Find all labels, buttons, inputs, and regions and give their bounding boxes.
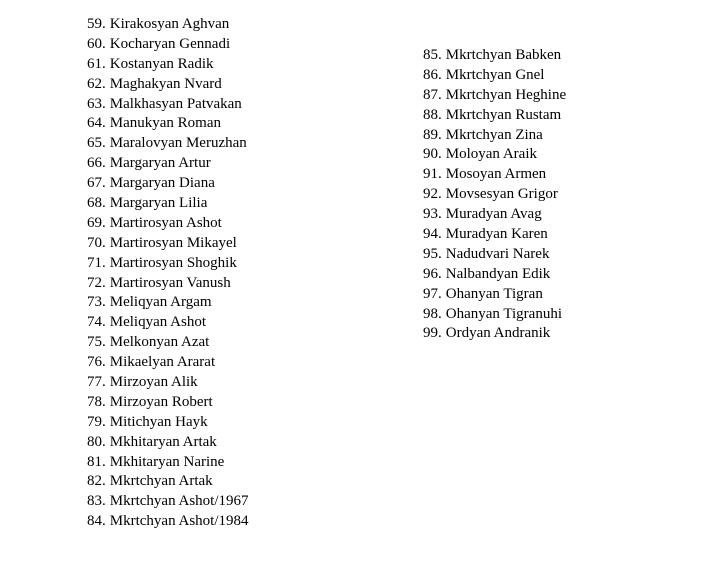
list-item-name: Martirosyan Shoghik [109, 254, 237, 271]
list-item-name: Moloyan Araik [445, 146, 537, 163]
list-item [87, 254, 249, 274]
list-item-number: 79. [87, 413, 106, 430]
list-item-number: 84. [87, 513, 106, 530]
list-item-number: 67. [87, 175, 106, 192]
list-item-name: Mikaelyan Ararat [109, 354, 216, 371]
list-item-name: Maghakyan Nvard [109, 75, 222, 92]
list-item-name: Mkrtchyan Heghine [445, 86, 567, 103]
list-item [423, 66, 566, 86]
list-item-name: Manukyan Roman [109, 115, 221, 132]
list-item-number: 59. [87, 16, 106, 32]
list-item-number: 90. [423, 146, 442, 163]
list-item [423, 305, 566, 325]
list-item-name: Melkonyan Azat [109, 334, 210, 351]
list-item [87, 214, 249, 234]
list-item [423, 225, 566, 245]
list-item-number: 76. [87, 354, 106, 371]
list-item-name: Movsesyan Grigor [445, 186, 558, 203]
list-item-name: Margaryan Artur [109, 155, 211, 172]
list-item [423, 106, 566, 126]
list-item-number: 98. [423, 305, 442, 322]
list-item [423, 126, 566, 146]
list-item-name: Mirzoyan Robert [109, 393, 213, 410]
list-item-name: Mosoyan Armen [445, 166, 547, 183]
list-item-name: Mkrtchyan Gnel [445, 66, 545, 83]
list-item-number: 96. [423, 265, 442, 282]
list-item [87, 55, 249, 75]
list-item-number: 85. [423, 47, 442, 63]
list-item-number: 97. [423, 285, 442, 302]
list-item [87, 293, 249, 313]
list-item [87, 234, 249, 254]
list-item-number: 75. [87, 334, 106, 351]
list-item-number: 66. [87, 155, 106, 172]
list-item-name: Mkhitaryan Narine [109, 453, 225, 470]
list-item-name: Meliqyan Ashot [109, 314, 206, 331]
list-item-number: 95. [423, 245, 442, 262]
list-item-name: Mkrtchyan Ashot/1967 [109, 493, 249, 510]
list-item-name: Mkrtchyan Ashot/1984 [109, 513, 249, 530]
list-item-number: 94. [423, 226, 442, 243]
list-item-number: 73. [87, 294, 106, 311]
list-item [423, 265, 566, 285]
list-item-number: 68. [87, 195, 106, 212]
list-item [87, 134, 249, 154]
list-item-number: 60. [87, 35, 106, 52]
list-item [87, 492, 249, 512]
list-item [423, 46, 566, 66]
list-item-name: Mkrtchyan Zina [445, 126, 543, 143]
list-item-number: 82. [87, 473, 106, 490]
list-item [87, 453, 249, 473]
list-item-number: 63. [87, 95, 106, 112]
list-item-number: 92. [423, 186, 442, 203]
list-item-name: Margaryan Diana [109, 175, 215, 192]
list-item [423, 245, 566, 265]
list-item-number: 74. [87, 314, 106, 331]
list-item-name: Mkhitaryan Artak [109, 433, 217, 450]
list-item-name: Martirosyan Ashot [109, 214, 222, 231]
list-item-name: Malkhasyan Patvakan [109, 95, 242, 112]
list-item-name: Mkrtchyan Rustam [445, 106, 562, 123]
list-item-number: 62. [87, 75, 106, 92]
list-item-name: Mkrtchyan Artak [109, 473, 213, 490]
list-item-number: 80. [87, 433, 106, 450]
list-item-number: 99. [423, 325, 442, 342]
list-item-number: 70. [87, 234, 106, 251]
list-item [87, 15, 249, 35]
list-item-number: 89. [423, 126, 442, 143]
list-item-name: Mirzoyan Alik [109, 374, 198, 391]
list-item [87, 512, 249, 532]
list-item-number: 69. [87, 214, 106, 231]
list-item-number: 88. [423, 106, 442, 123]
list-item-number: 64. [87, 115, 106, 132]
list-item-name: Mkrtchyan Babken [445, 47, 562, 63]
list-item-name: Meliqyan Argam [109, 294, 212, 311]
list-item [87, 174, 249, 194]
list-item [87, 373, 249, 393]
list-item [423, 86, 566, 106]
list-item [87, 472, 249, 492]
list-item-number: 77. [87, 374, 106, 391]
list-item-name: Muradyan Avag [445, 206, 542, 223]
list-item [87, 154, 249, 174]
list-item [87, 393, 249, 413]
list-item-name: Kostanyan Radik [109, 55, 214, 72]
list-item-name: Kirakosyan Aghvan [109, 16, 230, 32]
list-item-name: Margaryan Lilia [109, 195, 208, 212]
list-item [87, 95, 249, 115]
list-item [87, 194, 249, 214]
list-item [423, 285, 566, 305]
list-item-number: 78. [87, 393, 106, 410]
list-item-number: 71. [87, 254, 106, 271]
list-item-number: 65. [87, 135, 106, 152]
list-item [423, 185, 566, 205]
list-item [87, 75, 249, 95]
list-item-name: Mitichyan Hayk [109, 413, 208, 430]
list-item [87, 413, 249, 433]
list-item [423, 205, 566, 225]
list-item-name: Martirosyan Vanush [109, 274, 231, 291]
list-item-name: Ohanyan Tigran [445, 285, 543, 302]
list-item [87, 433, 249, 453]
list-item-number: 83. [87, 493, 106, 510]
list-item-name: Muradyan Karen [445, 226, 548, 243]
list-item-number: 61. [87, 55, 106, 72]
list-item-name: Martirosyan Mikayel [109, 234, 237, 251]
list-item-name: Ordyan Andranik [445, 325, 551, 342]
list-item-number: 87. [423, 86, 442, 103]
list-item-number: 93. [423, 206, 442, 223]
list-item-name: Nalbandyan Edik [445, 265, 551, 282]
list-item [423, 145, 566, 165]
list-item-name: Maralovyan Meruzhan [109, 135, 247, 152]
list-item-number: 86. [423, 66, 442, 83]
list-item-number: 91. [423, 166, 442, 183]
list-item-number: 72. [87, 274, 106, 291]
list-item [87, 274, 249, 294]
list-item-name: Nadudvari Narek [445, 245, 550, 262]
list-item-number: 81. [87, 453, 106, 470]
list-item [423, 324, 566, 344]
list-item [87, 353, 249, 373]
list-item-name: Kocharyan Gennadi [109, 35, 231, 52]
list-item [87, 333, 249, 353]
list-item-name: Ohanyan Tigranuhi [445, 305, 562, 322]
name-list-right-column [423, 46, 566, 344]
name-list-left-column [87, 15, 249, 532]
list-item [87, 313, 249, 333]
list-item [87, 35, 249, 55]
list-item [423, 165, 566, 185]
list-item [87, 114, 249, 134]
